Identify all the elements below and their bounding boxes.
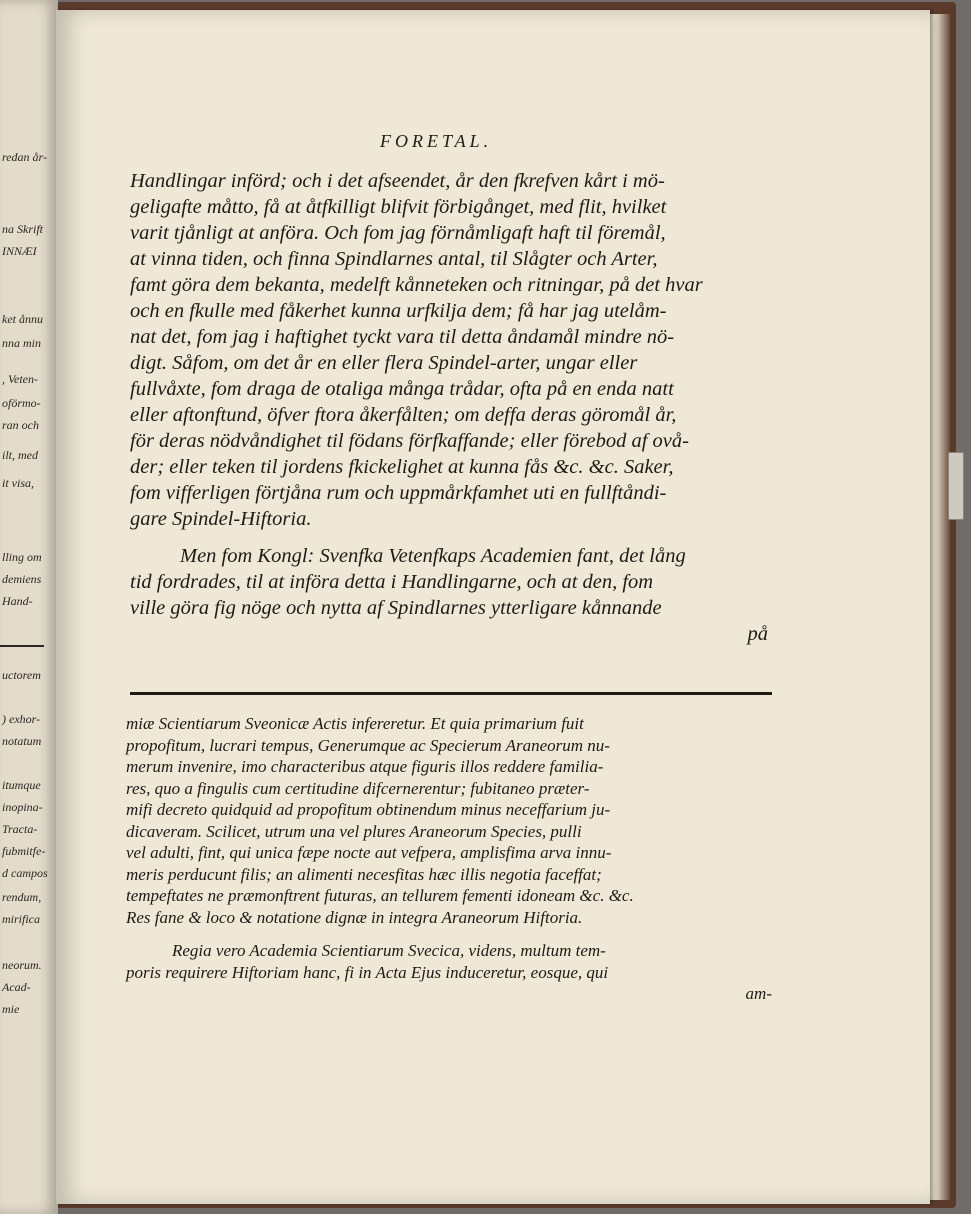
swedish-line: och en fkulle med fåkerhet kunna urfkilja dem; få har jag utelåm- xyxy=(130,300,667,322)
latin-line: res, quo a fingulis cum certitudine difcernerentur; fubitaneo præter- xyxy=(126,778,590,798)
swedish-line: för deras nödvåndighet til födans förfkaffande; eller förebod af ovå- xyxy=(130,430,689,452)
swedish-line: nat det, fom jag i haftighet tyckt vara til detta åndamål mindre nö- xyxy=(130,326,675,348)
swedish-line: gare Spindel-Hiftoria. xyxy=(130,508,312,530)
bookmark-tab xyxy=(948,452,964,520)
latin-line: merum invenire, imo characteribus atque figuris illos reddere familia- xyxy=(126,757,604,776)
swedish-line: Men fom Kongl: Svenfka Vetenfkaps Academien fant, det lång xyxy=(180,545,686,567)
left-page-fragment: oförmo- xyxy=(2,396,41,410)
page-edge xyxy=(930,14,950,1200)
latin-line: meris perducunt filis; an alimenti necesfitas hæc illis negotia faceffat; xyxy=(126,864,602,884)
left-page-rule xyxy=(0,645,44,647)
swedish-line: geligafte måtto, få at åtfkilligt blifvit förbigånget, med flit, hvilket xyxy=(130,196,667,218)
swedish-line: Handlingar införd; och i det afseendet, år den fkrefven kårt i mö- xyxy=(130,170,665,192)
left-page-fragment: neorum. xyxy=(2,958,42,972)
swedish-line: at vinna tiden, och finna Spindlarnes antal, til Slågter och Arter, xyxy=(130,248,658,270)
latin-text xyxy=(126,713,776,1005)
left-page-fragment: rendum, xyxy=(2,890,42,904)
left-page-fragment: Tracta- xyxy=(2,822,38,836)
left-page-fragment: inopina- xyxy=(2,800,43,814)
swedish-catchword: på xyxy=(747,623,768,645)
left-page-fragment: ket ånnu xyxy=(2,312,43,326)
left-page-fragment: na Skrift xyxy=(2,222,43,236)
swedish-line: ville göra fig nöge och nytta af Spindlarnes ytterligare kånnande xyxy=(130,597,662,619)
left-page xyxy=(0,0,58,1214)
left-page-fragment: ilt, med xyxy=(2,448,38,462)
left-page-fragment: ran och xyxy=(2,418,39,432)
left-page-fragment: notatum xyxy=(2,734,42,748)
left-page-fragment: mirifica xyxy=(2,912,40,926)
swedish-line: famt göra dem bekanta, medelft kånneteken och ritningar, på det hvar xyxy=(130,274,703,296)
swedish-line: eller aftonftund, öfver ftora åkerfålten; om deffa deras göromål år, xyxy=(130,404,677,426)
left-page-fragment: lling om xyxy=(2,550,42,564)
latin-line: dicaveram. Scilicet, utrum una vel plures Araneorum Species, pulli xyxy=(126,821,582,841)
latin-line: Res fane & loco & notatione dignæ in integra Araneorum Hiftoria. xyxy=(126,907,583,927)
swedish-line: fullvåxte, fom draga de otaliga många trådar, ofta på en enda natt xyxy=(130,378,674,400)
left-page-fragment: mie xyxy=(2,1002,20,1016)
swedish-line: der; eller teken til jordens fkickelighet at kunna fås &c. &c. Saker, xyxy=(130,456,674,478)
latin-line: mifi decreto quidquid ad propofitum obtinendum minus neceffarium ju- xyxy=(126,800,611,819)
latin-line: vel adulti, fint, qui unica fæpe nocte aut vefpera, amplisfima arva innu- xyxy=(126,843,612,862)
left-page-fragment: fubmitfe- xyxy=(2,844,46,858)
latin-catchword: am- xyxy=(745,984,772,1003)
page-header: FORETAL. xyxy=(380,131,493,151)
swedish-line: fom vifferligen förtjåna rum och uppmårkfamhet uti en fullftåndi- xyxy=(130,482,667,504)
left-page-fragment: INNÆI xyxy=(2,244,37,258)
swedish-text xyxy=(130,168,780,647)
latin-line: poris requirere Hiftoriam hanc, fi in Acta Ejus induceretur, eosque, qui xyxy=(126,962,609,982)
latin-line: propofitum, lucrari tempus, Generumque ac Specierum Araneorum nu- xyxy=(126,735,610,755)
left-page-fragment: , Veten- xyxy=(2,372,38,386)
left-page-fragment: nna min xyxy=(2,336,41,350)
swedish-line: tid fordrades, til at införa detta i Handlingarne, och at den, fom xyxy=(130,571,654,593)
left-page-fragment: d campos xyxy=(2,866,48,880)
left-page-fragment: demiens xyxy=(2,572,42,586)
left-page-fragment: itumque xyxy=(2,778,41,792)
left-page-fragment: uctorem xyxy=(2,668,41,682)
latin-line: miæ Scientiarum Sveonicæ Actis infereretur. Et quia primarium fuit xyxy=(126,714,584,733)
left-page-fragment: Acad- xyxy=(2,980,31,994)
section-rule xyxy=(130,692,772,695)
latin-line: tempeftates ne præmonftrent futuras, an tellurem fementi idoneam &c. &c. xyxy=(126,886,634,905)
left-page-fragment: ) exhor- xyxy=(2,712,41,726)
swedish-line: digt. Såfom, om det år en eller flera Spindel-arter, ungar eller xyxy=(130,352,638,374)
swedish-line: varit tjånligt at anföra. Och fom jag förnåmligaft haft til föremål, xyxy=(130,222,666,244)
left-page-fragment: redan år- xyxy=(2,150,47,164)
left-page-fragment: it visa, xyxy=(2,476,34,490)
latin-line: Regia vero Academia Scientiarum Svecica, videns, multum tem- xyxy=(172,941,606,960)
left-page-fragment: Hand- xyxy=(2,594,33,608)
